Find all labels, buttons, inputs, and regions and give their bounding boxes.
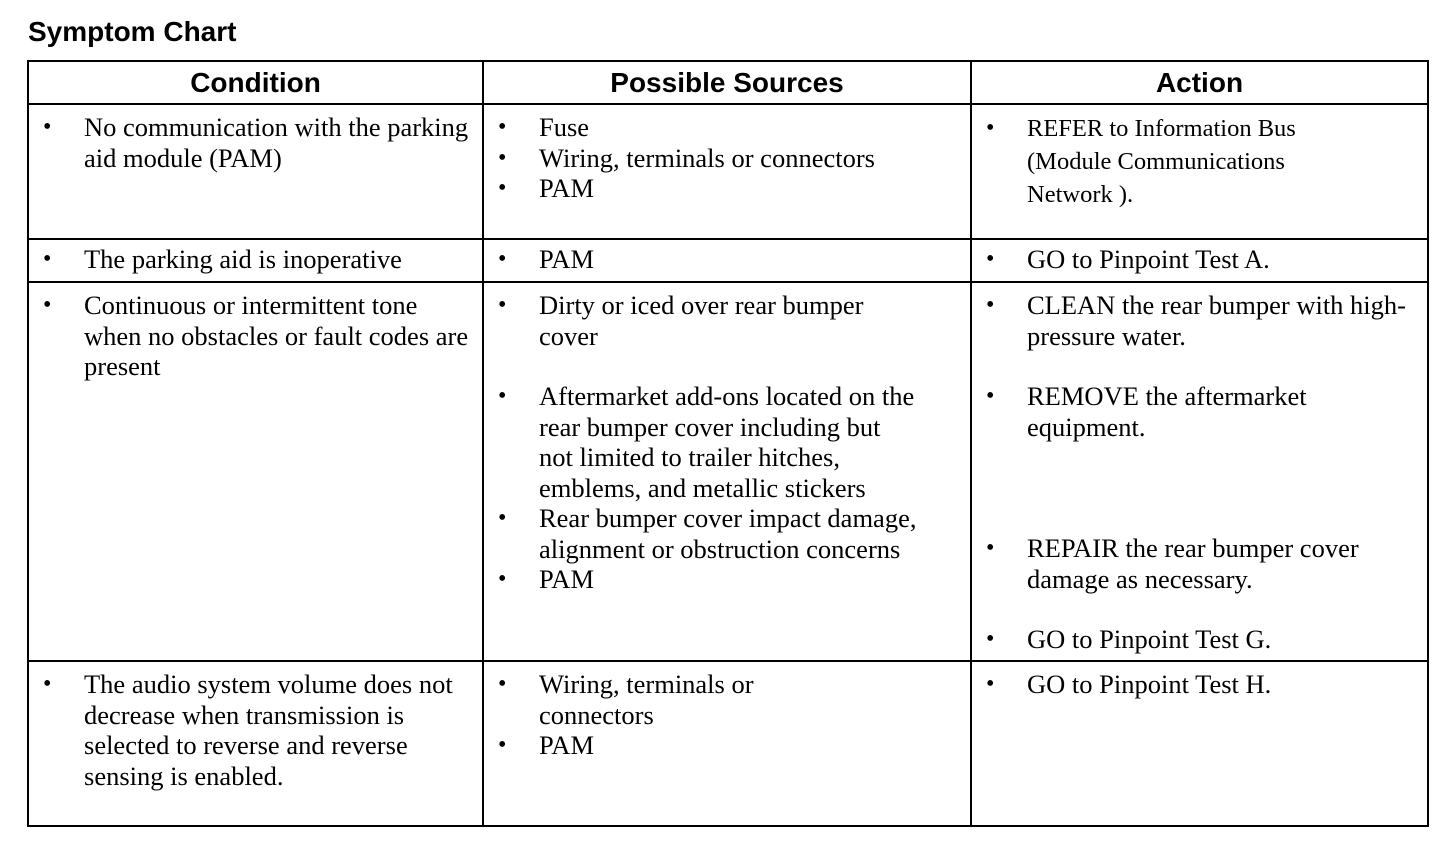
- bullet-icon: •: [43, 292, 52, 318]
- list-item: • Aftermarket add-ons located on the rear bumper cover including but not limited to trailer hitches, emblems, and metallic stickers: [498, 381, 915, 503]
- list-item: • Rear bumper cover impact damage, alignment or obstruction concerns: [498, 503, 917, 564]
- list-item: • REPAIR the rear bumper cover damage as necessary.: [986, 533, 1359, 594]
- bullet-icon: •: [986, 671, 995, 697]
- bullet-icon: •: [498, 505, 507, 531]
- list-item: • The audio system volume does not decrease when transmission is selected to reverse and reverse sensing is enabled.: [43, 669, 453, 791]
- condition-cell: [29, 240, 482, 281]
- bullet-icon: •: [986, 535, 995, 561]
- table-row: [29, 281, 1427, 660]
- list-item: • No communication with the parking aid module (PAM): [43, 112, 469, 173]
- table-row: [29, 103, 1427, 238]
- list-item: • Wiring, terminals or connectors: [498, 669, 754, 730]
- table-row: [29, 238, 1427, 281]
- sources-cell: [482, 283, 970, 660]
- condition-cell: [29, 105, 482, 238]
- list-item: • GO to Pinpoint Test G.: [986, 624, 1272, 654]
- list-item: • PAM: [498, 173, 595, 203]
- list-item: • Wiring, terminals or connectors: [498, 142, 875, 173]
- list-item: • CLEAN the rear bumper with high-pressure water.: [986, 290, 1406, 351]
- bullet-icon: •: [986, 246, 995, 272]
- list-item: • PAM: [498, 564, 595, 594]
- bullet-icon: •: [498, 114, 507, 140]
- bullet-icon: •: [43, 246, 52, 272]
- list-item: • REFER to Information Bus (Module Communications Network ).: [984, 112, 1367, 211]
- page-title: Symptom Chart: [28, 16, 237, 47]
- bullet-icon: •: [986, 626, 995, 652]
- list-item: • PAM: [498, 244, 595, 274]
- bullet-icon: •: [43, 114, 52, 140]
- bullet-icon: •: [498, 566, 507, 592]
- bullet-icon: •: [498, 175, 507, 201]
- sources-cell: [482, 662, 970, 825]
- table-header-row: [29, 62, 1427, 103]
- table-row: [29, 660, 1427, 825]
- bullet-icon: •: [986, 292, 995, 318]
- condition-cell: [29, 662, 482, 825]
- bullet-icon: •: [498, 671, 507, 697]
- list-item: • PAM: [498, 730, 595, 760]
- header-action: Action: [970, 62, 1427, 103]
- list-item: • REMOVE the aftermarket equipment.: [986, 381, 1307, 442]
- list-item: • Continuous or intermittent tone when no obstacles or fault codes are present: [43, 290, 469, 381]
- header-possible-sources: Possible Sources: [482, 62, 970, 103]
- action-cell: [970, 105, 1427, 238]
- symptom-table: [27, 60, 1429, 827]
- condition-cell: [29, 283, 482, 660]
- bullet-icon: •: [43, 671, 52, 697]
- list-item: • GO to Pinpoint Test A.: [986, 244, 1270, 274]
- bullet-icon: •: [986, 115, 995, 141]
- sources-cell: [482, 240, 970, 281]
- action-cell: [970, 240, 1427, 281]
- list-item: • GO to Pinpoint Test H.: [986, 669, 1272, 699]
- sources-cell: [482, 105, 970, 238]
- list-item: • The parking aid is inoperative: [43, 244, 402, 274]
- bullet-icon: •: [498, 144, 507, 171]
- list-item: • Fuse: [498, 112, 590, 142]
- bullet-icon: •: [498, 292, 507, 318]
- bullet-icon: •: [986, 383, 995, 409]
- bullet-icon: •: [498, 383, 507, 409]
- bullet-icon: •: [498, 732, 507, 758]
- list-item: • Dirty or iced over rear bumper cover: [498, 290, 864, 351]
- bullet-icon: •: [498, 246, 507, 272]
- action-cell: [970, 283, 1427, 660]
- action-cell: [970, 662, 1427, 825]
- header-condition: Condition: [190, 67, 321, 98]
